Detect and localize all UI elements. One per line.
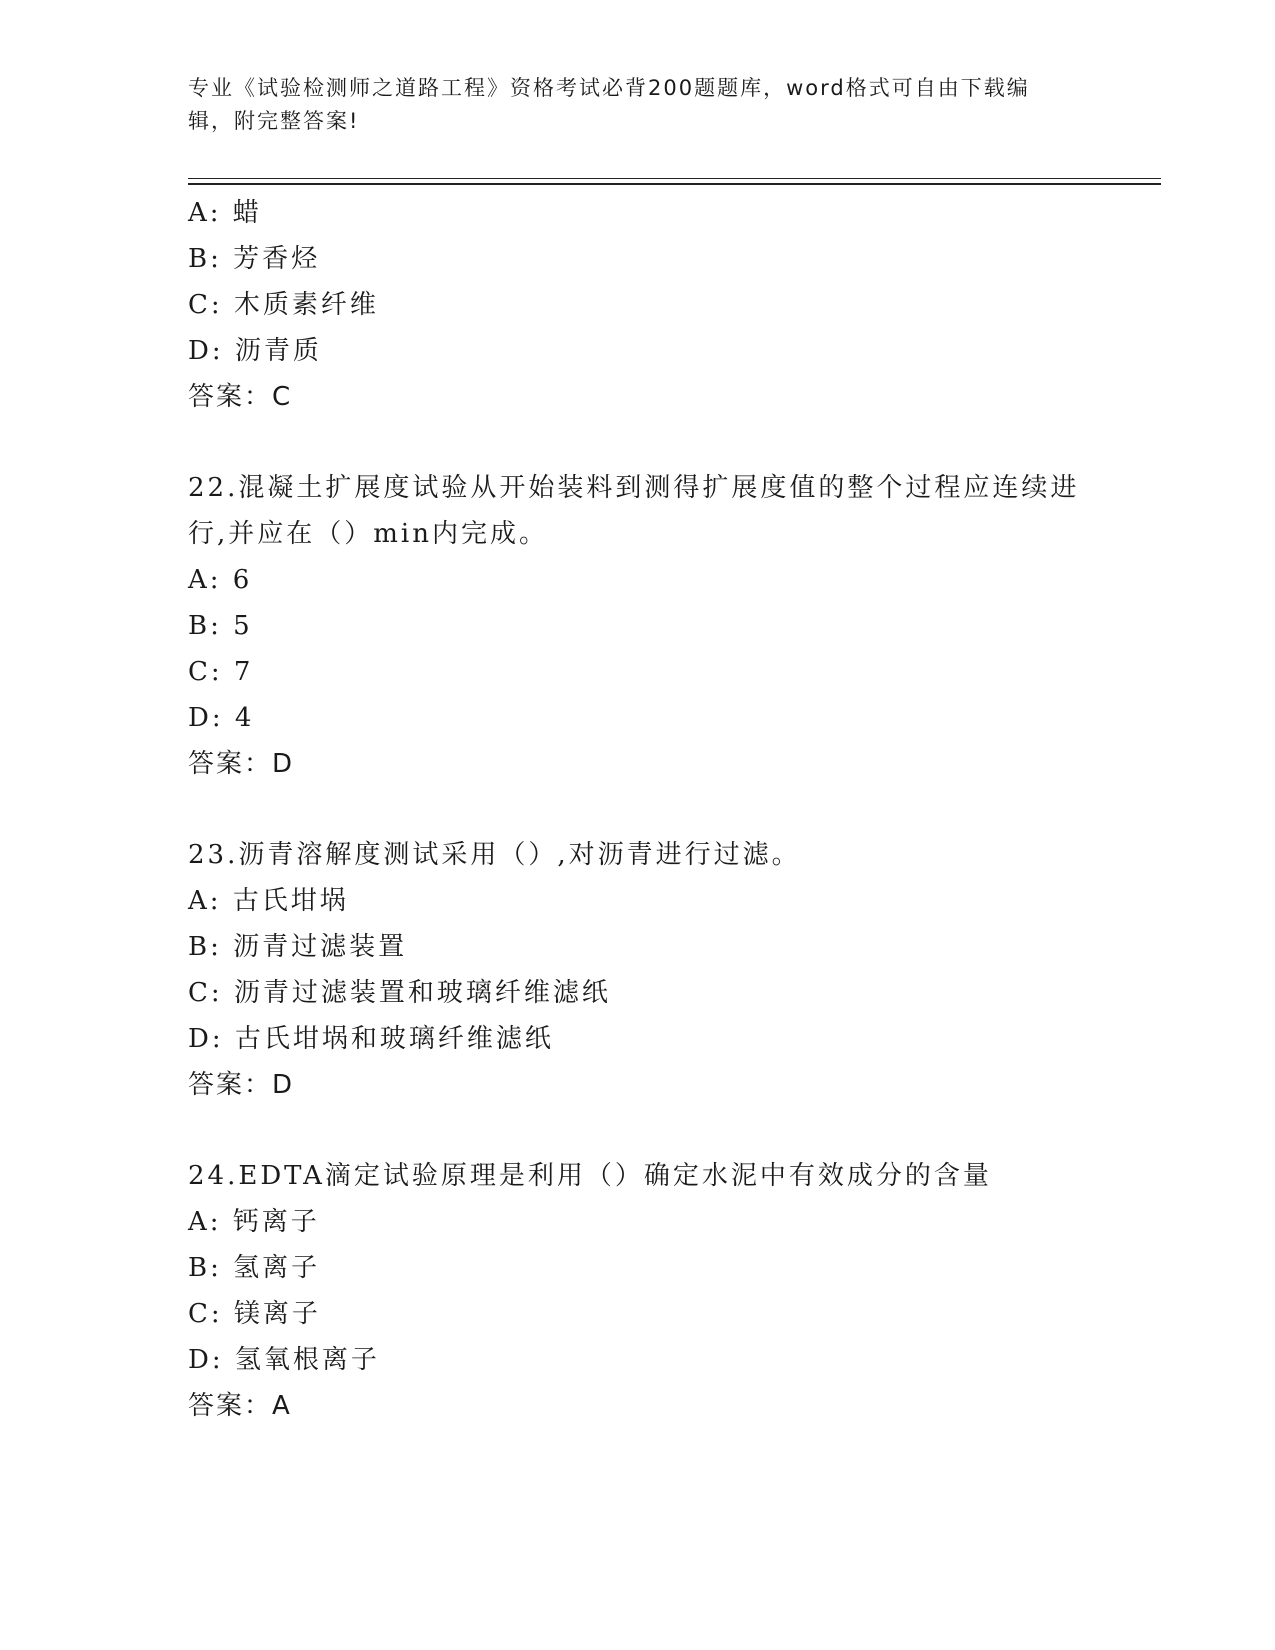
option-c: C: 木质素纤维	[188, 290, 379, 320]
option-d: D: 4	[188, 703, 255, 733]
question-text: 22.混凝土扩展度试验从开始装料到测得扩展度值的整个过程应连续进行,并应在（）min内完成。	[188, 473, 1080, 549]
option-a: A: 钙离子	[188, 1207, 320, 1237]
question-content	[188, 190, 1148, 1429]
option-d: D: 氢氧根离子	[188, 1345, 380, 1375]
option-b: B: 沥青过滤装置	[188, 932, 408, 962]
option-c: C: 沥青过滤装置和玻璃纤维滤纸	[188, 978, 611, 1008]
question-22	[188, 465, 1148, 787]
question-text: 24.EDTA滴定试验原理是利用（）确定水泥中有效成分的含量	[188, 1161, 992, 1191]
answer-line: 答案：C	[188, 382, 293, 412]
header-rule-thin	[188, 178, 1161, 179]
option-c: C: 镁离子	[188, 1299, 321, 1329]
question-text: 23.沥青溶解度测试采用（）,对沥青进行过滤。	[188, 840, 801, 870]
option-a: A: 6	[188, 565, 253, 595]
question-24	[188, 1153, 1148, 1429]
answer-line: 答案：A	[188, 1391, 292, 1421]
header-rule-thick	[188, 183, 1161, 185]
question-21-continued	[188, 190, 1148, 420]
question-23	[188, 832, 1148, 1108]
option-d: D: 沥青质	[188, 336, 322, 366]
option-b: B: 5	[188, 611, 253, 641]
answer-line: 答案：D	[188, 1070, 295, 1100]
option-b: B: 芳香烃	[188, 244, 321, 274]
option-b: B: 氢离子	[188, 1253, 321, 1283]
answer-line: 答案：D	[188, 749, 295, 779]
option-a: A: 蜡	[188, 198, 262, 228]
option-c: C: 7	[188, 657, 254, 687]
option-d: D: 古氏坩埚和玻璃纤维滤纸	[188, 1024, 554, 1054]
option-a: A: 古氏坩埚	[188, 886, 349, 916]
document-header: 专业《试验检测师之道路工程》资格考试必背200题题库，word格式可自由下载编辑，附完整答案!	[188, 76, 1030, 133]
